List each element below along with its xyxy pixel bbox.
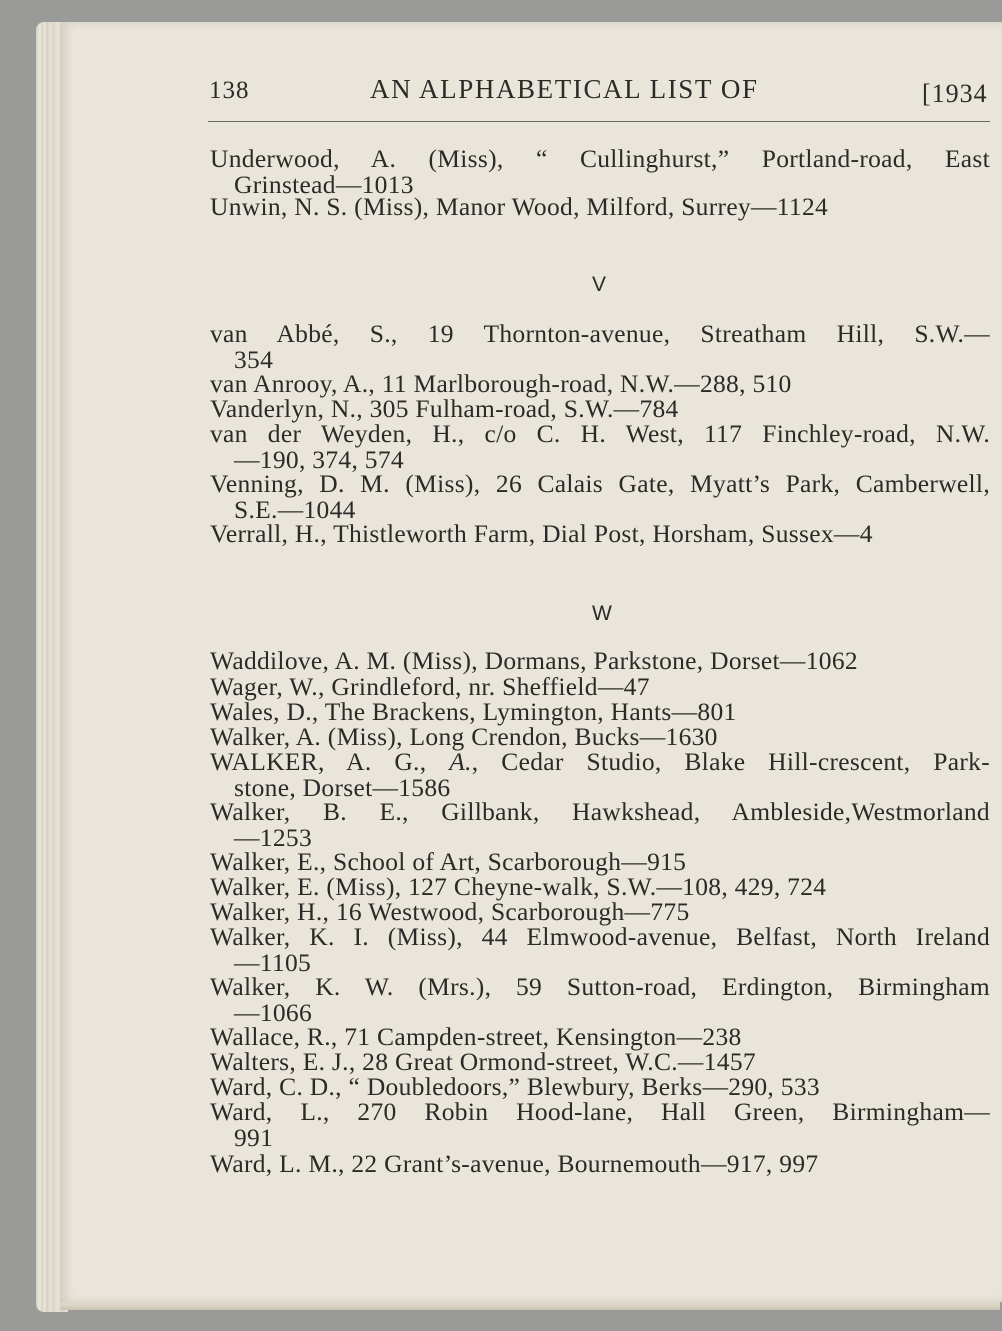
entry-line: Walker, E., School of Art, Scarborough—915 [210, 847, 687, 876]
entry-line: Ward, C. D., “ Doubledoors,” Blewbury, Berks—290, 533 [210, 1072, 820, 1101]
entry-line: Underwood, A. (Miss), “ Cullinghurst,” Portland-road, East [210, 144, 990, 173]
page-number: 138 [209, 77, 250, 104]
list-entry [210, 648, 990, 674]
list-entry [210, 421, 990, 473]
entry-line: Walker, K. W. (Mrs.), 59 Sutton-road, Erdington, Birmingham [210, 972, 990, 1001]
list-entry [210, 146, 990, 198]
entry-line: Walker, A. (Miss), Long Crendon, Bucks—1630 [210, 722, 718, 751]
entry-line: stone, Dorset—1586 [234, 773, 451, 802]
list-entry [210, 194, 990, 220]
entry-line: Walker, H., 16 Westwood, Scarborough—775 [210, 897, 690, 926]
entry-line: Wager, W., Grindleford, nr. Sheffield—47 [210, 672, 650, 701]
section-letter-w: W [592, 602, 612, 625]
entry-line: —1105 [234, 948, 312, 977]
entry-line: —1066 [234, 998, 312, 1027]
list-entry [210, 471, 990, 523]
entry-line: Unwin, N. S. (Miss), Manor Wood, Milford, Surrey—1124 [210, 192, 829, 221]
entry-line: S.E.—1044 [234, 495, 356, 524]
list-entry [210, 321, 990, 373]
entry-line: Walker, B. E., Gillbank, Hawkshead, Ambleside,Westmorland [210, 797, 990, 826]
book-page [60, 22, 1002, 1302]
entry-line: Walker, E. (Miss), 127 Cheyne-walk, S.W.—108, 429, 724 [210, 872, 827, 901]
entry-associate-mark: A. [449, 747, 472, 776]
entry-line: Walker, K. I. (Miss), 44 Elmwood-avenue, Belfast, North Ireland [210, 922, 990, 951]
entry-line: —190, 374, 574 [234, 445, 404, 474]
list-entry [210, 749, 990, 801]
entry-line: van der Weyden, H., c/o C. H. West, 117 Finchley-road, N.W. [210, 419, 990, 448]
entry-line: van Abbé, S., 19 Thornton-avenue, Streatham Hill, S.W.— [210, 319, 990, 348]
entry-line: Vanderlyn, N., 305 Fulham-road, S.W.—784 [210, 394, 679, 423]
list-entry [210, 924, 990, 976]
entry-line: Verrall, H., Thistleworth Farm, Dial Post, Horsham, Sussex—4 [210, 519, 873, 548]
entry-line: Wallace, R., 71 Campden-street, Kensington—238 [210, 1022, 742, 1051]
entry-line: Ward, L., 270 Robin Hood-lane, Hall Green, Birmingham— [210, 1097, 990, 1126]
running-title: AN ALPHABETICAL LIST OF [370, 74, 759, 104]
section-letter-v: V [592, 273, 607, 296]
entry-line: 991 [234, 1123, 274, 1152]
entry-line: Grinstead—1013 [234, 170, 414, 199]
entry-line: Venning, D. M. (Miss), 26 Calais Gate, Myatt’s Park, Camberwell, [210, 469, 990, 498]
entry-line [210, 749, 990, 775]
list-entry [210, 1099, 990, 1151]
entry-address: , Cedar Studio, Blake Hill-crescent, Park- [471, 747, 990, 776]
entry-line: Waddilove, A. M. (Miss), Dormans, Parkstone, Dorset—1062 [210, 646, 858, 675]
entry-line: Walters, E. J., 28 Great Ormond-street, W.C.—1457 [210, 1047, 756, 1076]
list-entry [210, 1151, 990, 1177]
entry-line: Wales, D., The Brackens, Lymington, Hants—801 [210, 697, 737, 726]
entry-line: van Anrooy, A., 11 Marlborough-road, N.W.—288, 510 [210, 369, 792, 398]
entry-line: 354 [234, 345, 274, 374]
list-entry [210, 974, 990, 1026]
list-entry [210, 521, 990, 547]
entry-line: —1253 [234, 823, 312, 852]
header-rule [208, 121, 990, 122]
running-year: [1934 [922, 79, 988, 108]
list-entry [210, 799, 990, 851]
entry-line: Ward, L. M., 22 Grant’s-avenue, Bournemouth—917, 997 [210, 1149, 819, 1178]
entry-name: WALKER, A. G., [210, 747, 450, 776]
